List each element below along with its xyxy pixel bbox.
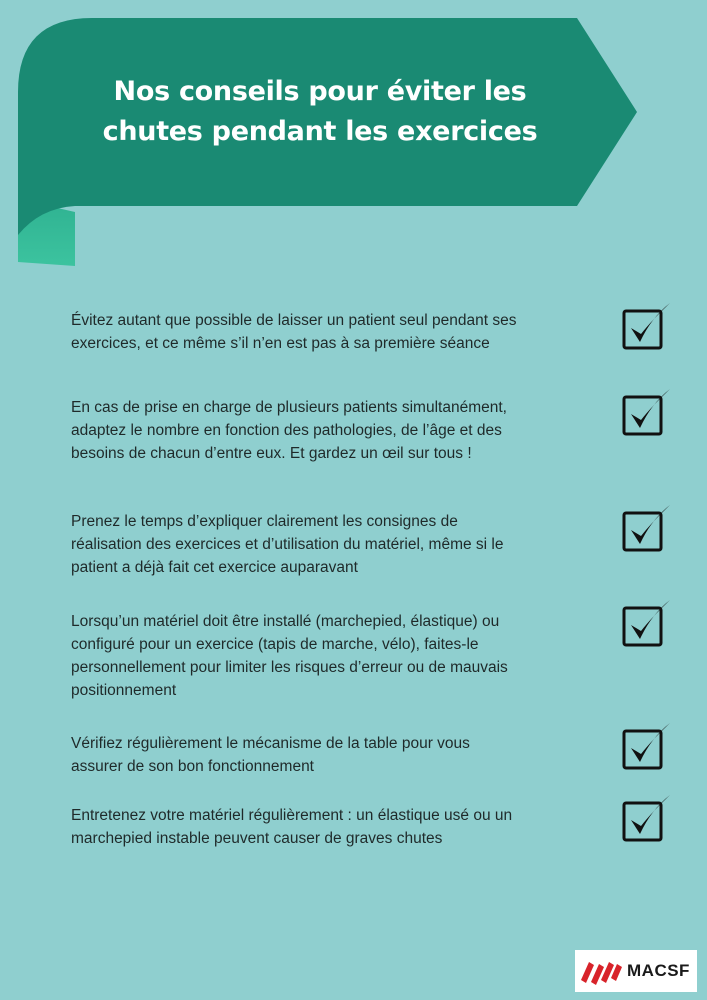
tip-line: adaptez le nombre en fonction des pathologies, de l’âge et des xyxy=(71,422,502,439)
checkbox-checked-icon xyxy=(618,386,674,438)
tip-line: Entretenez votre matériel régulièrement : un élastique usé ou un xyxy=(71,807,513,824)
checkbox-checked-icon xyxy=(618,792,674,844)
tip-text xyxy=(71,309,601,355)
tip-line: exercices, et ce même s’il n’en est pas à sa première séance xyxy=(71,335,490,352)
tip-line: réalisation des exercices et d’utilisation du matériel, même si le xyxy=(71,536,504,553)
checkbox-checked-icon xyxy=(618,300,674,352)
checkbox-checked-icon xyxy=(618,597,674,649)
tip-text xyxy=(71,804,601,850)
tip-item xyxy=(71,309,601,355)
tip-item xyxy=(71,804,601,850)
tip-item xyxy=(71,396,601,465)
tip-line: Vérifiez régulièrement le mécanisme de la table pour vous xyxy=(71,735,470,752)
tip-line: Prenez le temps d’expliquer clairement les consignes de xyxy=(71,513,458,530)
tip-line: configuré pour un exercice (tapis de marche, vélo), faites-le xyxy=(71,636,479,653)
tip-text xyxy=(71,396,601,465)
tip-text xyxy=(71,610,601,702)
tip-line: patient a déjà fait cet exercice auparavant xyxy=(71,559,358,576)
tip-line: En cas de prise en charge de plusieurs patients simultanément, xyxy=(71,399,507,416)
tip-line: besoins de chacun d’entre eux. Et gardez un œil sur tous ! xyxy=(71,445,472,462)
tip-item xyxy=(71,510,601,579)
tip-item xyxy=(71,732,601,778)
tip-item xyxy=(71,610,601,702)
checkbox-checked-icon xyxy=(618,720,674,772)
tip-line: personnellement pour limiter les risques d’erreur ou de mauvais xyxy=(71,659,508,676)
tip-line: Évitez autant que possible de laisser un patient seul pendant ses xyxy=(71,312,517,329)
tip-line: marchepied instable peuvent causer de graves chutes xyxy=(71,830,443,847)
logo-text: MACSF xyxy=(627,961,690,980)
page-title-line: chutes pendant les exercices xyxy=(102,116,538,147)
tip-text xyxy=(71,732,601,778)
tip-text xyxy=(71,510,601,579)
page-title-line: Nos conseils pour éviter les xyxy=(113,76,527,107)
tip-line: positionnement xyxy=(71,682,177,699)
macsf-logo-icon xyxy=(579,956,623,986)
macsf-logo xyxy=(575,950,697,992)
tip-line: Lorsqu’un matériel doit être installé (marchepied, élastique) ou xyxy=(71,613,500,630)
tip-line: assurer de son bon fonctionnement xyxy=(71,758,314,775)
checkbox-checked-icon xyxy=(618,502,674,554)
